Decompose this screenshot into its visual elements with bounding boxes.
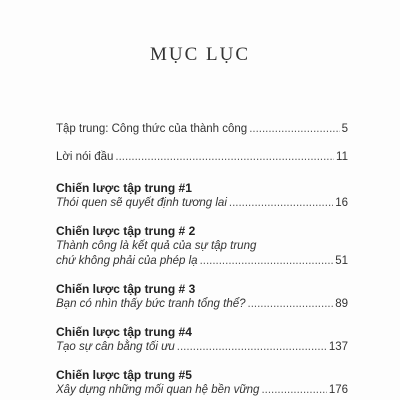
dot-leader: [229, 196, 333, 211]
dot-leader: [200, 254, 334, 269]
toc-row: [56, 383, 348, 398]
toc-entry-strategy-3: [56, 282, 348, 312]
toc-row: [56, 297, 348, 312]
toc-page-number: 16: [335, 197, 348, 209]
table-of-contents: [56, 122, 348, 411]
toc-entry-title: Tập trung: Công thức của thành công: [56, 123, 248, 135]
dot-leader: [249, 122, 339, 137]
toc-entry-preface: [56, 150, 348, 165]
toc-page-number: 176: [328, 384, 348, 396]
toc-entry-intro: [56, 122, 348, 137]
toc-entry-strategy-2: [56, 224, 348, 269]
toc-page-number: 11: [336, 151, 348, 163]
chapter-heading: Chiến lược tập trung # 2: [56, 224, 196, 238]
toc-entry-title: Lời nói đầu: [56, 151, 114, 163]
chapter-title-line-2: chứ không phải của phép lạ: [56, 255, 198, 267]
toc-row: [56, 340, 348, 355]
chapter-title: Thói quen sẽ quyết định tương lai: [56, 197, 227, 209]
page-title: MỤC LỤC: [149, 44, 251, 65]
toc-page-number: 137: [328, 341, 348, 353]
toc-row: [56, 150, 348, 165]
chapter-title: Bạn có nhìn thấy bức tranh tổng thể?: [56, 298, 246, 310]
toc-page-number: 5: [341, 123, 348, 135]
chapter-heading: Chiến lược tập trung # 3: [56, 282, 196, 296]
chapter-title: Tạo sự cân bằng tối ưu: [56, 341, 175, 353]
toc-row: [56, 196, 348, 211]
toc-entry-strategy-4: [56, 325, 348, 355]
toc-row: [56, 254, 348, 269]
dot-leader: [177, 340, 327, 355]
chapter-title-line-1: Thành công là kết quả của sự tập trung: [56, 240, 257, 252]
toc-entry-strategy-5: [56, 368, 348, 398]
dot-leader: [248, 297, 334, 312]
dot-leader: [115, 150, 334, 165]
chapter-title: Xây dựng những mối quan hệ bền vững: [56, 384, 260, 396]
toc-page-number: 89: [335, 298, 348, 310]
toc-row: [56, 122, 348, 137]
chapter-heading: Chiến lược tập trung #5: [56, 368, 192, 382]
chapter-heading: Chiến lược tập trung #1: [56, 181, 192, 195]
chapter-heading: Chiến lược tập trung #4: [56, 325, 192, 339]
toc-page-number: 51: [335, 255, 348, 267]
dot-leader: [261, 383, 326, 398]
toc-entry-strategy-1: [56, 181, 348, 211]
